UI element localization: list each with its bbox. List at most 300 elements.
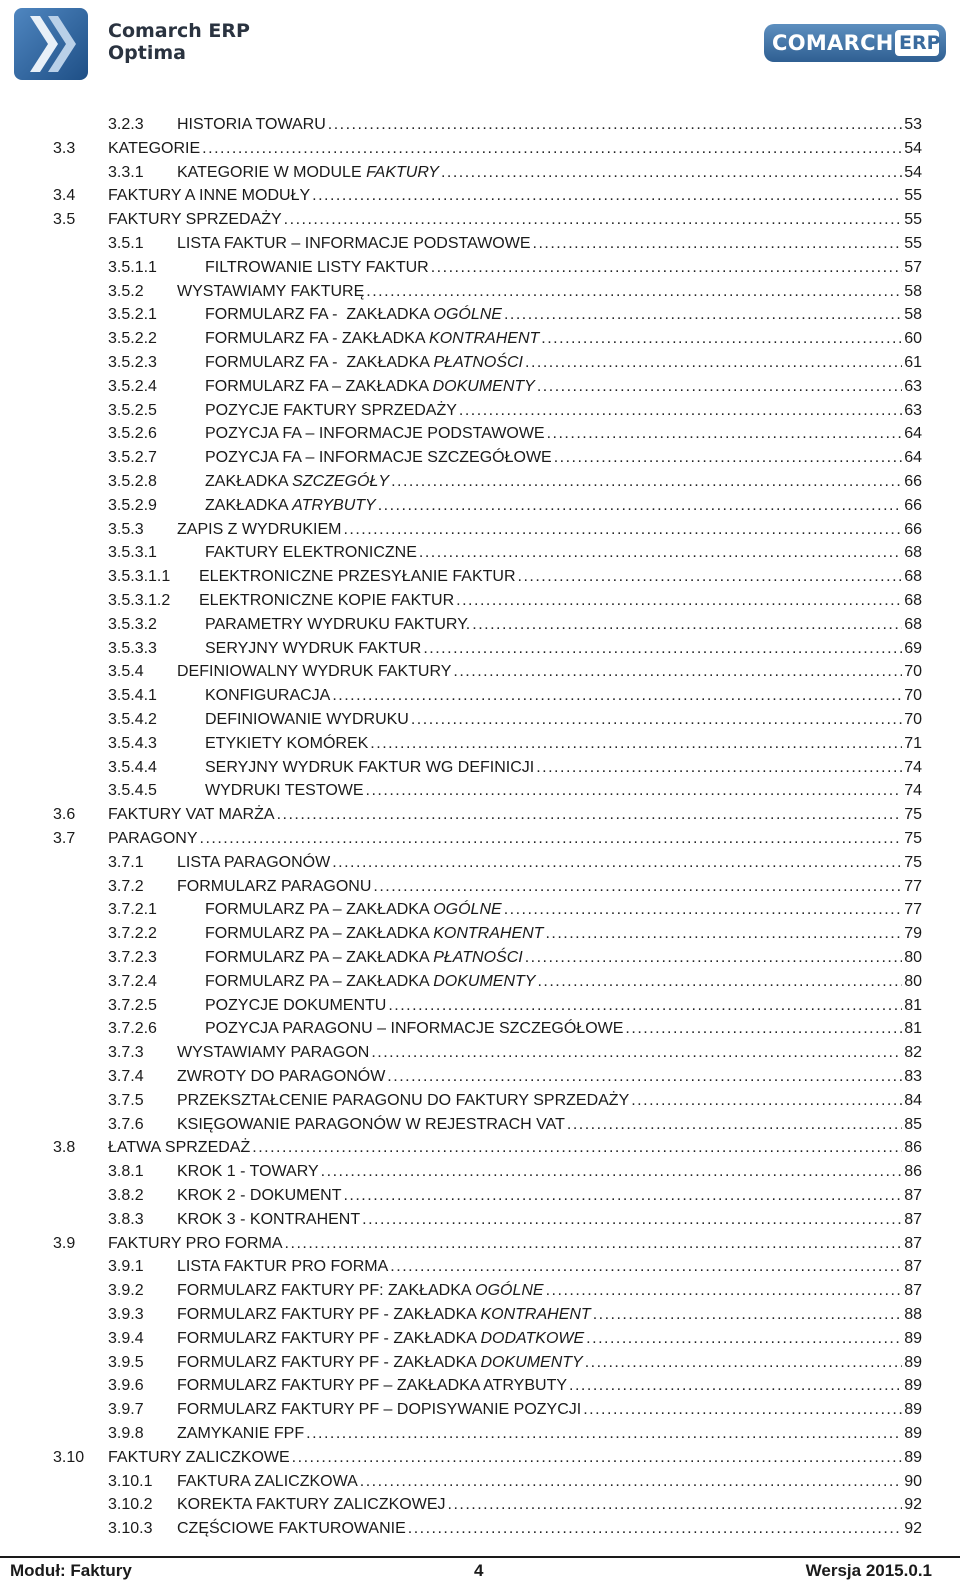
toc-entry-leader-dots xyxy=(518,566,903,588)
toc-entry-page: 66 xyxy=(904,473,922,490)
toc-entry-page: 55 xyxy=(904,211,922,229)
toc-entry-title xyxy=(205,947,523,969)
toc-entry-title-text: FORMULARZ PA – ZAKŁADKA xyxy=(205,901,434,919)
brand-name xyxy=(108,20,250,64)
toc-entry-number: 3.10 xyxy=(53,1448,85,1466)
toc-entry-page: 75 xyxy=(904,853,922,871)
toc-entry-title-italic: PŁATNOŚCI xyxy=(433,354,523,371)
toc-entry-title xyxy=(177,1304,591,1326)
toc-entry-title-text: POZYCJE DOKUMENTU xyxy=(205,996,387,1014)
toc-entry[interactable] xyxy=(108,257,922,279)
toc-entry-title xyxy=(177,1494,446,1516)
toc-entry-page: 55 xyxy=(904,187,922,205)
toc-entry-title xyxy=(108,185,310,207)
toc-entry-number: 3.5.2.9 xyxy=(108,496,157,514)
toc-entry-number: 3.3 xyxy=(53,139,76,157)
toc-entry[interactable] xyxy=(108,162,922,184)
toc-entry-page: 88 xyxy=(904,1306,922,1323)
toc-entry-title-italic: KONTRAHENT xyxy=(433,925,544,943)
toc-entry-title-text: FAKTURY ZALICZKOWE xyxy=(108,1448,290,1466)
toc-entry-title xyxy=(205,257,429,279)
toc-entry-page: 82 xyxy=(904,1044,922,1062)
toc-entry-page: 90 xyxy=(904,1472,922,1490)
toc-entry-title-text: PARAMETRY WYDRUKU FAKTURY. xyxy=(205,615,471,633)
toc-entry-title xyxy=(108,1447,290,1469)
toc-entry-number: 3.7.5 xyxy=(108,1091,144,1109)
toc-entry-leader-dots xyxy=(202,138,902,160)
toc-entry-number: 3.4 xyxy=(53,187,76,205)
toc-entry[interactable] xyxy=(108,852,922,874)
toc-entry-leader-dots xyxy=(631,1090,902,1112)
toc-entry-title xyxy=(177,1399,581,1421)
toc-entry[interactable] xyxy=(108,1518,922,1540)
toc-entry-title xyxy=(205,471,389,493)
toc-entry-number: 3.5.4 xyxy=(108,663,144,681)
toc-entry-page: 66 xyxy=(904,496,922,514)
toc-entry-page: 61 xyxy=(904,354,922,371)
toc-entry-title-italic: DOKUMENTY xyxy=(433,972,536,990)
toc-entry-leader-dots xyxy=(373,876,902,898)
toc-entry-leader-dots xyxy=(419,542,902,564)
toc-entry-title-italic: DODATKOWE xyxy=(480,1329,585,1347)
toc-entry[interactable] xyxy=(53,138,922,160)
toc-entry-title-text: ZAKŁADKA xyxy=(205,473,293,490)
toc-entry-leader-dots xyxy=(569,1375,902,1397)
toc-entry-title-text: SERYJNY WYDRUK FAKTUR WG DEFINICJI xyxy=(205,758,535,776)
toc-entry[interactable] xyxy=(108,733,922,755)
toc-entry[interactable] xyxy=(108,1471,922,1493)
toc-entry-page: 70 xyxy=(904,711,922,728)
toc-entry-title-text: FORMULARZ PARAGONU xyxy=(177,877,372,895)
toc-entry-title xyxy=(108,138,200,160)
toc-entry-title xyxy=(177,1066,385,1088)
toc-entry-leader-dots xyxy=(277,804,903,826)
toc-entry-title xyxy=(108,804,275,826)
toc-entry-number: 3.8.1 xyxy=(108,1163,144,1181)
toc-entry-title-italic: KONTRAHENT xyxy=(480,1306,591,1323)
toc-entry-leader-dots xyxy=(533,233,903,255)
toc-entry-number: 3.5.3 xyxy=(108,520,144,538)
toc-entry-title xyxy=(205,495,376,517)
brand-line-1: Comarch ERP xyxy=(108,20,250,42)
toc-entry-page: 53 xyxy=(904,116,922,133)
toc-entry-number: 3.5.3.1.1 xyxy=(108,568,171,586)
toc-entry-title xyxy=(205,614,470,636)
toc-entry-number: 3.5.3.1.2 xyxy=(108,592,171,609)
toc-entry-number: 3.8.2 xyxy=(108,1187,144,1204)
toc-entry-title-text: ELEKTRONICZNE KOPIE FAKTUR xyxy=(199,592,455,609)
toc-entry-page: 54 xyxy=(904,139,922,157)
toc-entry-number: 3.7.2.3 xyxy=(108,949,157,966)
toc-entry[interactable] xyxy=(108,352,922,374)
toc-entry-title-text: LISTA PARAGONÓW xyxy=(177,853,331,871)
toc-entry-title-text: FAKTURY ELEKTRONICZNE xyxy=(205,544,417,562)
toc-entry-number: 3.5.2.7 xyxy=(108,449,157,467)
toc-entry-leader-dots xyxy=(332,852,902,874)
toc-entry[interactable] xyxy=(53,1233,922,1255)
toc-entry-title-text: FORMULARZ PA – ZAKŁADKA xyxy=(205,925,434,943)
toc-entry-leader-dots xyxy=(525,352,902,374)
toc-entry-number: 3.9.2 xyxy=(108,1282,144,1300)
toc-entry[interactable] xyxy=(53,1447,922,1469)
toc-entry[interactable] xyxy=(108,376,922,398)
toc-entry-number: 3.5.4.3 xyxy=(108,734,157,752)
toc-entry-number: 3.10.1 xyxy=(108,1472,153,1490)
toc-entry[interactable] xyxy=(108,971,922,993)
toc-entry-title-text: KROK 3 - KONTRAHENT xyxy=(177,1210,361,1228)
toc-entry-page: 75 xyxy=(904,806,922,824)
toc-entry-title xyxy=(205,447,552,469)
toc-entry[interactable] xyxy=(108,1114,922,1136)
toc-entry-title-text: ZWROTY DO PARAGONÓW xyxy=(177,1068,386,1085)
toc-entry[interactable] xyxy=(108,281,922,303)
toc-entry-title xyxy=(205,423,545,445)
toc-entry-leader-dots xyxy=(360,1471,902,1493)
toc-entry-title-text: ZAPIS Z WYDRUKIEM xyxy=(177,520,342,538)
toc-entry-page: 68 xyxy=(904,592,922,609)
toc-entry-page: 71 xyxy=(904,734,922,752)
toc-entry-leader-dots xyxy=(537,971,902,993)
toc-entry-title xyxy=(205,709,409,731)
toc-entry[interactable] xyxy=(108,1018,922,1040)
toc-entry-title-text: KONFIGURACJA xyxy=(205,687,331,705)
toc-entry-title-text: WYDRUKI TESTOWE xyxy=(205,782,364,800)
toc-entry-title-text: ETYKIETY KOMÓREK xyxy=(205,734,369,752)
toc-entry-leader-dots xyxy=(567,1114,902,1136)
toc-entry-number: 3.7.2 xyxy=(108,877,144,895)
toc-entry-title-text: FILTROWANIE LISTY FAKTUR xyxy=(205,258,429,276)
toc-entry-title-text: FORMULARZ FAKTURY PF - ZAKŁADKA xyxy=(177,1353,481,1371)
toc-entry-page: 70 xyxy=(904,687,922,705)
toc-entry-title-text: LISTA FAKTUR PRO FORMA xyxy=(177,1258,389,1276)
toc-entry-title-text: HISTORIA TOWARU xyxy=(177,116,326,133)
toc-entry-title-text: KATEGORIE W MODULE xyxy=(177,163,367,181)
toc-entry-number: 3.6 xyxy=(53,806,76,824)
toc-entry-title xyxy=(199,590,454,612)
toc-entry-leader-dots xyxy=(504,899,903,921)
toc-entry-page: 87 xyxy=(904,1258,922,1276)
toc-entry-title-text: FAKTURY PRO FORMA xyxy=(108,1234,283,1252)
toc-entry-leader-dots xyxy=(343,519,902,541)
toc-entry-page: 64 xyxy=(904,449,922,467)
toc-entry[interactable] xyxy=(108,519,922,541)
toc-entry-number: 3.5.4.5 xyxy=(108,782,157,800)
toc-entry-number: 3.9.8 xyxy=(108,1425,144,1442)
toc-entry-number: 3.5.3.1 xyxy=(108,544,157,562)
toc-entry-number: 3.5.2.6 xyxy=(108,425,157,443)
toc-entry-title xyxy=(205,899,502,921)
toc-entry-title-text: FAKTURA ZALICZKOWA xyxy=(177,1472,358,1490)
toc-entry[interactable] xyxy=(108,1352,922,1374)
toc-entry[interactable] xyxy=(108,1328,922,1350)
toc-entry-title-text: PRZEKSZTAŁCENIE PARAGONU DO FAKTURY SPRZEDAŻY xyxy=(177,1091,630,1109)
toc-entry[interactable] xyxy=(108,590,922,612)
toc-entry-number: 3.8.3 xyxy=(108,1210,144,1228)
toc-entry[interactable] xyxy=(108,1423,922,1445)
footer-version: Wersja 2015.0.1 xyxy=(805,1561,932,1580)
toc-entry-leader-dots xyxy=(343,1185,902,1207)
toc-entry[interactable] xyxy=(108,304,922,326)
toc-entry-number: 3.3.1 xyxy=(108,163,144,181)
toc-entry[interactable] xyxy=(108,638,922,660)
toc-entry-number: 3.9.5 xyxy=(108,1353,144,1371)
toc-entry-title-text: FORMULARZ PA – ZAKŁADKA xyxy=(205,972,434,990)
toc-entry-title-italic: DOKUMENTY xyxy=(432,377,535,395)
toc-entry-page: 58 xyxy=(904,282,922,300)
toc-entry-title-text: FORMULARZ FA - ZAKŁADKA xyxy=(205,330,430,348)
toc-entry-title-text: FORMULARZ FAKTURY PF - ZAKŁADKA xyxy=(177,1329,481,1347)
toc-entry-title xyxy=(177,852,330,874)
toc-entry-page: 77 xyxy=(904,877,922,895)
toc-entry-page: 60 xyxy=(904,330,922,348)
toc-entry[interactable] xyxy=(108,447,922,469)
toc-entry[interactable] xyxy=(108,233,922,255)
toc-entry-title xyxy=(177,1280,544,1302)
toc-entry-leader-dots xyxy=(525,947,902,969)
toc-entry-title xyxy=(205,304,502,326)
toc-entry-number: 3.5 xyxy=(53,211,76,229)
toc-entry-leader-dots xyxy=(441,162,902,184)
toc-entry[interactable] xyxy=(108,400,922,422)
toc-entry-leader-dots xyxy=(284,209,903,231)
toc-entry[interactable] xyxy=(53,185,922,207)
toc-entry-number: 3.7.4 xyxy=(108,1068,144,1085)
toc-entry-title-italic: KONTRAHENT xyxy=(429,330,540,348)
toc-entry-title-italic: OGÓLNE xyxy=(475,1282,544,1300)
toc-entry[interactable] xyxy=(53,209,922,231)
toc-entry-number: 3.9.6 xyxy=(108,1377,144,1395)
toc-entry-title xyxy=(177,1161,319,1183)
toc-entry-title xyxy=(205,971,535,993)
toc-entry[interactable] xyxy=(108,566,922,588)
toc-entry[interactable] xyxy=(108,1161,922,1183)
toc-entry-title-text: ZAKŁADKA xyxy=(205,496,293,514)
toc-entry-leader-dots xyxy=(200,828,903,850)
toc-entry-leader-dots xyxy=(408,1518,902,1540)
toc-entry-title xyxy=(177,114,326,136)
toc-entry-title-text: ZAMYKANIE FPF xyxy=(177,1425,305,1442)
toc-entry-leader-dots xyxy=(388,995,902,1017)
toc-entry-number: 3.10.2 xyxy=(108,1496,153,1514)
toc-entry-title-text: FORMULARZ FAKTURY PF - ZAKŁADKA xyxy=(177,1306,481,1323)
toc-entry[interactable] xyxy=(53,828,922,850)
toc-entry-page: 80 xyxy=(904,949,922,966)
toc-entry-title-text: DEFINIOWANIE WYDRUKU xyxy=(205,711,409,728)
toc-entry-number: 3.5.2.2 xyxy=(108,330,157,348)
toc-entry-title xyxy=(108,1233,283,1255)
toc-entry-page: 92 xyxy=(904,1520,922,1538)
toc-entry-page: 81 xyxy=(904,1020,922,1038)
toc-entry[interactable] xyxy=(108,923,922,945)
toc-entry[interactable] xyxy=(53,1137,922,1159)
toc-entry-number: 3.7.6 xyxy=(108,1115,144,1133)
toc-entry[interactable] xyxy=(108,1090,922,1112)
toc-entry[interactable] xyxy=(108,1185,922,1207)
toc-entry-page: 77 xyxy=(904,901,922,919)
toc-entry-title xyxy=(177,1042,369,1064)
toc-entry-title xyxy=(177,661,451,683)
toc-entry-page: 87 xyxy=(904,1187,922,1204)
toc-entry-page: 87 xyxy=(904,1282,922,1300)
toc-entry[interactable] xyxy=(108,876,922,898)
toc-entry-leader-dots xyxy=(453,661,902,683)
toc-entry-page: 64 xyxy=(904,425,922,443)
toc-entry-title-text: PARAGONY xyxy=(108,830,198,847)
toc-entry-title-text: SERYJNY WYDRUK FAKTUR xyxy=(205,639,422,657)
toc-entry-number: 3.5.2 xyxy=(108,282,144,300)
toc-entry-number: 3.7.1 xyxy=(108,853,144,871)
toc-entry-title xyxy=(205,733,368,755)
toc-entry-title-text: POZYCJA FA – INFORMACJE PODSTAWOWE xyxy=(205,425,545,443)
comarch-erp-optima-logo-icon xyxy=(14,8,88,80)
toc-entry[interactable] xyxy=(108,757,922,779)
toc-entry-title xyxy=(177,1209,360,1231)
toc-entry-title xyxy=(177,1328,584,1350)
toc-entry[interactable] xyxy=(108,995,922,1017)
toc-entry-page: 68 xyxy=(904,568,922,586)
comarch-erp-logo xyxy=(764,24,954,62)
toc-entry-leader-dots xyxy=(593,1304,903,1326)
toc-entry-number: 3.5.2.8 xyxy=(108,473,157,490)
toc-entry-title-text: FORMULARZ PA – ZAKŁADKA xyxy=(205,949,434,966)
toc-entry-title-text: WYSTAWIAMY PARAGON xyxy=(177,1044,370,1062)
toc-entry-leader-dots xyxy=(541,328,902,350)
toc-entry-page: 84 xyxy=(904,1091,922,1109)
toc-entry-number: 3.7.3 xyxy=(108,1044,144,1062)
toc-entry[interactable] xyxy=(108,1494,922,1516)
toc-entry-title-text: CZĘŚCIOWE FAKTUROWANIE xyxy=(177,1520,406,1538)
toc-entry-title-text: FORMULARZ FAKTURY PF: ZAKŁADKA xyxy=(177,1282,476,1300)
toc-entry[interactable] xyxy=(108,709,922,731)
toc-entry-title-text: FAKTURY VAT MARŻA xyxy=(108,806,275,824)
toc-entry-leader-dots xyxy=(362,1209,902,1231)
toc-entry-page: 69 xyxy=(904,639,922,657)
toc-entry-title-text: FORMULARZ FA – ZAKŁADKA xyxy=(205,377,433,395)
toc-entry-title xyxy=(177,519,341,541)
toc-entry-leader-dots xyxy=(306,1423,902,1445)
toc-entry[interactable] xyxy=(53,804,922,826)
toc-entry-number: 3.5.2.4 xyxy=(108,377,157,395)
toc-entry-page: 68 xyxy=(904,544,922,562)
toc-entry-leader-dots xyxy=(504,304,902,326)
toc-entry-title-text: KROK 2 - DOKUMENT xyxy=(177,1187,342,1204)
toc-entry-title-text: WYSTAWIAMY FAKTURĘ xyxy=(177,282,365,300)
toc-entry[interactable] xyxy=(108,1280,922,1302)
toc-entry-title xyxy=(205,1018,623,1040)
toc-entry-title xyxy=(177,1423,304,1445)
toc-entry-page: 83 xyxy=(904,1068,922,1085)
toc-entry[interactable] xyxy=(108,1399,922,1421)
toc-entry[interactable] xyxy=(108,1042,922,1064)
toc-entry-page: 63 xyxy=(904,377,922,395)
toc-entry-leader-dots xyxy=(546,1280,903,1302)
toc-entry-title xyxy=(177,162,439,184)
toc-entry[interactable] xyxy=(108,495,922,517)
toc-entry[interactable] xyxy=(108,114,922,136)
toc-entry[interactable] xyxy=(108,328,922,350)
toc-entry-leader-dots xyxy=(321,1161,903,1183)
toc-entry[interactable] xyxy=(108,423,922,445)
toc-entry-page: 86 xyxy=(904,1163,922,1181)
toc-entry-page: 80 xyxy=(904,972,922,990)
toc-entry[interactable] xyxy=(108,685,922,707)
toc-entry-title xyxy=(177,1256,388,1278)
toc-entry[interactable] xyxy=(108,542,922,564)
toc-entry-number: 3.5.1 xyxy=(108,235,144,252)
toc-entry[interactable] xyxy=(108,1066,922,1088)
toc-entry-leader-dots xyxy=(536,757,902,779)
toc-entry-leader-dots xyxy=(371,1042,902,1064)
toc-entry[interactable] xyxy=(108,471,922,493)
toc-entry-title-text: FAKTURY A INNE MODUŁY xyxy=(108,187,311,205)
toc-entry-number: 3.7.2.5 xyxy=(108,996,157,1014)
toc-entry-title-text: KROK 1 - TOWARY xyxy=(177,1163,319,1181)
logo-comarch-text: COMARCH xyxy=(772,31,894,55)
toc-entry-title xyxy=(205,376,535,398)
toc-entry[interactable] xyxy=(108,780,922,802)
toc-entry-title xyxy=(205,542,417,564)
toc-entry-leader-dots xyxy=(366,780,903,802)
toc-entry-page: 85 xyxy=(904,1115,922,1133)
toc-entry[interactable] xyxy=(108,899,922,921)
page-header xyxy=(0,0,960,100)
toc-entry[interactable] xyxy=(108,1256,922,1278)
footer-module: Moduł: Faktury xyxy=(10,1561,132,1580)
toc-entry-leader-dots xyxy=(585,1352,903,1374)
toc-entry-leader-dots xyxy=(472,614,902,636)
toc-entry-title xyxy=(177,1375,567,1397)
toc-entry-number: 3.5.3.2 xyxy=(108,615,157,633)
toc-entry-leader-dots xyxy=(554,447,902,469)
toc-entry-title-italic: OGÓLNE xyxy=(433,901,502,919)
brand-line-2: Optima xyxy=(108,42,186,64)
toc-entry-title xyxy=(108,828,198,850)
toc-entry[interactable] xyxy=(108,1304,922,1326)
toc-entry-title-italic: FAKTURY xyxy=(366,163,439,181)
toc-entry-number: 3.7.2.6 xyxy=(108,1020,157,1038)
toc-entry-number: 3.5.2.5 xyxy=(108,401,157,419)
toc-entry-page: 75 xyxy=(904,830,922,847)
toc-entry-leader-dots xyxy=(391,471,902,493)
toc-entry-leader-dots xyxy=(312,185,902,207)
logo-erp-text: ERP xyxy=(899,32,941,54)
toc-entry-leader-dots xyxy=(328,114,902,136)
toc-entry[interactable] xyxy=(108,661,922,683)
toc-entry[interactable] xyxy=(108,614,922,636)
toc-entry-title xyxy=(205,923,543,945)
toc-entry-leader-dots xyxy=(387,1066,902,1088)
toc-entry[interactable] xyxy=(108,947,922,969)
toc-entry-title xyxy=(177,281,364,303)
toc-entry-leader-dots xyxy=(586,1328,902,1350)
toc-entry-title-italic: ATRYBUTY xyxy=(292,496,376,514)
toc-entry-leader-dots xyxy=(545,923,902,945)
toc-entry-page: 79 xyxy=(904,925,922,943)
toc-entry-title-italic: OGÓLNE xyxy=(433,306,502,324)
toc-entry-leader-dots xyxy=(252,1137,902,1159)
toc-entry-page: 63 xyxy=(904,401,922,419)
toc-entry-leader-dots xyxy=(583,1399,902,1421)
toc-entry-title-text: DEFINIOWALNY WYDRUK FAKTURY xyxy=(177,663,452,681)
toc-entry-page: 87 xyxy=(904,1234,922,1252)
toc-entry[interactable] xyxy=(108,1375,922,1397)
toc-entry-page: 89 xyxy=(904,1353,922,1371)
toc-entry-number: 3.8 xyxy=(53,1139,76,1157)
toc-entry[interactable] xyxy=(108,1209,922,1231)
toc-entry-leader-dots xyxy=(370,733,902,755)
toc-entry-title xyxy=(205,685,330,707)
toc-entry-title-text: POZYCJA FA – INFORMACJE SZCZEGÓŁOWE xyxy=(205,449,552,467)
